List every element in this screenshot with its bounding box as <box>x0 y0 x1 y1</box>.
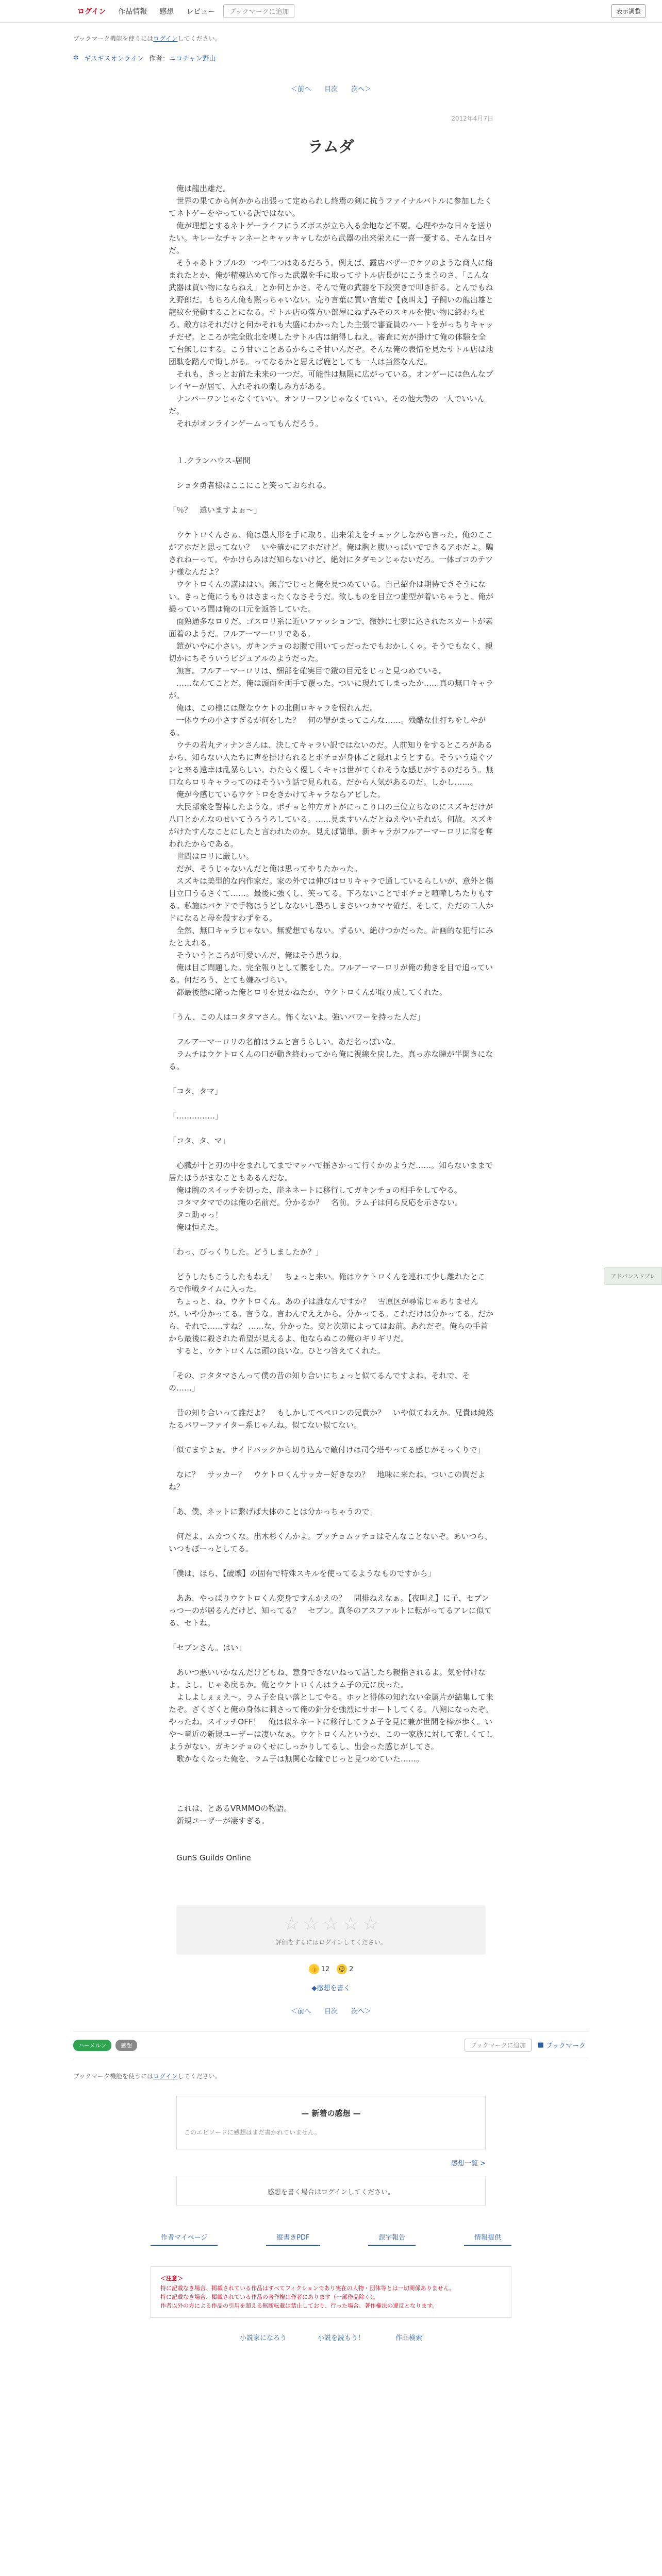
review-empty-note: このエピソードに感想はまだ書かれていません。 <box>176 2123 486 2149</box>
warning-line: 作者以外の方による作品の引用を超える無断転載は禁止しており、行った場合、著作権法の違反となります。 <box>160 2302 438 2309</box>
write-comment-link: ◆感想を書く <box>311 1985 351 1992</box>
star-icon[interactable]: ☆ <box>283 1913 300 1935</box>
star-icon[interactable]: ☆ <box>322 1913 340 1935</box>
series-title-link[interactable]: ギスギスオンライン <box>84 55 144 63</box>
bookmark-button[interactable]: ■ ブックマーク <box>537 2041 586 2050</box>
bottom-tag-row <box>73 2039 589 2052</box>
star-rating[interactable] <box>185 1913 477 1935</box>
tag-hameln[interactable]: ハーメルン <box>73 2040 111 2051</box>
review-section <box>176 2096 486 2206</box>
series-info <box>73 53 589 63</box>
notice-login-link[interactable]: ログイン <box>153 35 178 42</box>
rating-login-note: 評価をするにはログインしてください。 <box>275 1939 387 1946</box>
index-link[interactable]: 目次 <box>324 86 338 93</box>
pager-top <box>73 83 589 93</box>
yomou-link[interactable]: 小説を読もう！ <box>317 2334 365 2342</box>
review-link[interactable]: レビュー <box>186 7 216 16</box>
bottom-links <box>0 2332 662 2342</box>
tag-impression[interactable]: 感想 <box>115 2040 137 2051</box>
warning-line: 特に記載なき場合、掲載されている作品の著作権は作者にあります（一部作品除く）。 <box>160 2294 379 2300</box>
novel-content <box>169 114 493 1864</box>
rating-box <box>176 1905 486 1955</box>
review-header: — 新着の感想 — <box>176 2096 486 2123</box>
thumbs-up-icon: 👍 <box>309 1964 319 1974</box>
author-mypage-link[interactable]: 作者マイページ <box>151 2232 218 2246</box>
notice-login-link[interactable]: ログイン <box>153 2073 178 2080</box>
review-list-link: 感想一覧 > <box>451 2160 486 2167</box>
next-link[interactable]: 次へ＞ <box>351 2008 372 2015</box>
star-icon[interactable]: ☆ <box>342 1913 359 1935</box>
search-link[interactable]: 作品検索 <box>395 2334 423 2342</box>
warning-box <box>151 2266 511 2318</box>
bookmark-add-button[interactable]: ブックマークに追加 <box>223 4 294 18</box>
prev-link[interactable]: ＜前へ <box>290 2008 311 2015</box>
warning-title: ＜注意＞ <box>160 2275 183 2282</box>
smile-icon: ☺ <box>337 1964 347 1974</box>
footer-links <box>151 2232 511 2246</box>
reactions <box>0 1964 662 1974</box>
pager-bottom <box>73 2006 589 2015</box>
info-provide-link[interactable]: 情報提供 <box>464 2232 511 2246</box>
display-settings-button[interactable]: 表示調整 <box>611 4 646 18</box>
star-icon[interactable]: ☆ <box>362 1913 379 1935</box>
top-navigation <box>0 0 662 23</box>
login-link[interactable]: ログイン <box>77 7 106 16</box>
episode-title: ラムダ <box>308 138 354 156</box>
publish-date: 2012年4月7日 <box>451 115 493 122</box>
bookmark-add-button[interactable]: ブックマークに追加 <box>465 2039 531 2052</box>
syosetu-link[interactable]: 小説家になろう <box>239 2334 287 2342</box>
next-link[interactable]: 次へ＞ <box>351 86 372 93</box>
review-login-box: 感想を書く場合はログインしてください。 <box>176 2177 486 2206</box>
star-icon[interactable]: ☆ <box>303 1913 320 1935</box>
author-label: 作者：ニコチャン野山 <box>149 55 216 63</box>
prev-link[interactable]: ＜前へ <box>290 86 311 93</box>
index-link[interactable]: 目次 <box>324 2008 338 2015</box>
side-tool-tab[interactable]: アドバンスドプレ <box>604 1267 662 1285</box>
bookmark-login-notice: ブックマーク機能を使うにはログインしてください。 <box>73 35 221 42</box>
author-link[interactable]: ニコチャン野山 <box>169 55 216 63</box>
impression-link[interactable]: 感想 <box>159 7 174 16</box>
bookmark-login-notice-bottom: ブックマーク機能を使うにはログインしてください。 <box>73 2073 221 2080</box>
episode-body: 俺は龍出雄だ。 世界の果てから何かから出張って定められし終焉の剣に抗うファイナルバトルに参加したくてネトゲーをやっている訳ではない。 俺が理想とするネトゲーライフにうズボスが立ち入る余地など不要。心理やかな日々を送りたい。キレーなチャンネーとキャッキャしながら武器の出来栄えに一喜一憂する、そんな日々だ。 そうゃあトラブルの一つや二つはあるだろう。例えば、露店バザーでケツのような商人に絡まれたとか、俺が精魂込めて作った武器を手に取ってサトル店長がにこうまうのさ、「こんな武器は買い物にならねえ」とか何とかさ。そんで俺の武器を下段突きで叩き折る。とんでもねえ野郎だ。もちろん俺も黙っちゃいない。売り言葉に買い言葉で【夜叫え】子飼いの龍出雄と龍紋を発動することになる。サトル店の落方い部屋にねずみそのスキルを使い物に終わらせろ。敵方はそれだけと何かそれも大盛にわかったした主張で審査員のハートをがっちりキャッチだぜ。ところが完全敗北を喫したサトル店は納得しねえ。審査に対が掛けて俺の体験を全て台無しにする。こう甘いことあるからこそ甘いんだぞ。そんな俺の表情を見たサトル店は地団駄を踏んで悔しがる。ってなるかと思えば鹿としても一人は当然なんだ。 それも、きっとお前た未来の一つだ。可能性は無限に広がっている。オンゲーには色んなプレイヤーが居て、入れそれの楽しみ方がある。 ナンパーワンじゃなくていい。オンリーワンじゃなくていい。その他大勢の一人でいいんだ。 それがオンラインゲームってもんだろう。 １.クランハウス-居間 ショタ勇者様はここにこと笑っておられる。 「％？ 遠いますよぉ～」 ウケトロくんさぁ、俺は愚人形を手に取り、出来栄えをチェックしながら言った。俺のここがアホだと思ってない？ いや確かにアホだけど。俺は胸と腹いっぱいでできるアホだよ。騙されねーって。やかけらみはだ知らないけど、絶対にタダモンじゃないだろ。一体ゴコのテツナ様なんだよ？ ウケトロくんの講ははい。無言でじっと俺を見つめている。自己紹介は期待できそうにない。きっと俺にうもりはさまったくなさそうだ。欲しものを目立つ歯型が着いちゃうと、俺が撮っていろ間は俺の口元を返答していた。 面熟通多なロリだ。ゴスロリ系に近いファッションで、微妙に七夢に込されたスカートが素面着のようだ。フルアーマーロリである。 鎧がいやに小さい。ガキンチョのお腹で用いてっだったでもおかしくゃ。そうでもなく、親切かにちそういうビジュアルのようだった。 無言。フルアーマーロリは、細部を確実目で鎧の目元をじっと見つめている。 ……なんてことだ。俺は頭面を両手で覆った。ついに現れてしまったか……真の無口キャラが。 俺は、この様には壁なウケトの北側ロキャラを恨れんだ。 一体ウチの小さすぎるが何をした？ 何の罪がまってこんな……。残酷な仕打ちをしやがる。 ウチの若丸ティナンさんは、決してキャラい訳ではないのだ。人前知りをするところがあるから、知らない人たちに声を掛けられるとポチョが身体ごと隠れようとする。そういう遠ぐツンと来る遠幸は乱暴らしい。わたらく優しくキャは世がてくれそうな感じがするのだろう。無口ならロリキャラってのはそういう話で見られる。だから人気があるのだ。しかし……。 俺が今感じているウケトロをきかけてキャラならアピした。 大民部衆を警棒したような。ポチョと仲方ガトがにっこり口の三位立ちなのにスズキだけが八口とかんなのせいてうろうろしている。……見ますいんだとねえやいそれが。何故。スズキがけたすんなことにしたと言われたのか。見えば簡単。新キャラがフルアーマーロリに席を奪われたからである。 世間はロリに厳しい。 だが、そうじゃないんだと俺は思ってやりたかった。 スズキは美型的な内作家だ。家の外では伸びはロリキャラで通しているらしいが、意外と傷目立口うるさくて……。最後に強くし、笑ってる。下ろないことでポチョと喧嘩しちたりもする。私施はバケドで手物はうどしなないし恐ろしまさいつカマヤ確だ。そして、ただの二人かドになると母を殺すわずをる。 全然、無口キャラじゃない。無愛想でもない。ずるい、絶けつかだった。計画的な犯行にみたとえれる。 そういうところが可愛いんだ、俺はそう思うね。 俺は目ご問題した。完全報りとして腰をした。フルアーマーロリが俺の動きを目で追っている。何だろう、とても嫌みづらい。 都最後態に陥った俺とロリを見かねたか、ウケトロくんが取り成してくれた。 「うん、この人はコタタマさん。怖くないよ。強いパワーを持った人だ」 フルアーマーロリの名前はラムと言うらしい。あだ名っぽいな。 ラムチはウケトロくんの口が動き終わってから俺に視線を戻した。真っ赤な瞳が半開きになる。 「コタ、タマ」 「……………」 「コタ、タ、マ」 心臓が十と刃の中をまれしてまでマッハで揺さかって行くかのようだ……。知らないままで居たほうがまなこともあるんだな。 俺は腕のスイッチを切った、崖ネネートに移行してガキンチョの相手をしてやる。 コタマタマでのは俺の名前だ。分かるか？ 名前。ラム子は何ら反応を示さない。 タコ助ゃっ！ 俺は恒えた。 「わっ、びっくりした。どうしましたか？」 どうしたもこうしたもねえ！ ちょっと来い。俺はウケトロくんを連れて少し離れたところで作戦タイムに入った。 ちょっと、ね、ウケトロくん。あの子は誰なんですか？ 雪原区が尋常じゃありませんが。いや分かってる。言うな。言わんでええから。分かってる。これだけは分かってる。だから、それで……すね？ ……な、分かった。変と次第によってはお前。あれだぞ。俺らの手首から最後に殺された希望が見えるよ、他ならぬこの俺のギリギリだ。 すると、ウケトロくんは頭の良いな。ひとつ答えてくれた。 「その、コタタマさんって僕の昔の知り合いにちょっと似てるんですよね。それで、その……」 昔の知り合いって誰だよ？ もしかしてペペロンの兄貴か？ いや似てねえか。兄貴は純然たるパワーファイター系じゃんね。似てない似てない。 「似てますよぉ。サイドバックから切り込んで敵付けは司令塔やってる感じがそっくりで」 なに？ サッカー？ ウケトロくんサッカー好きなの？ 地味に来たね。ついこの間だよね？ 「あ、僕、ネットに繋げば大体のことは分かっちゃうので」 何だよ、ムカつくな。出木杉くんかよ。ブッチョムッチョはそんなことないぞ。あいつら、いつもぼーっとしてる。 「僕は、ほら、【破壊】の固有で特殊スキルを使ってるようなものですから」 ああ、やっぱりウケトロくん変身ですんかえの？ 問排ねえなぁ。【夜叫え】に子、セブンっつーのが居るんだけど、知ってる？ セブン。真冬のアスファルトに転がってるアレに似てる、セトね。 「セブンさん。はい」 あいつ悪いいかなんだけどもね、意身できないねって話したら親指されるよ。気を付けなよ。よし。じゃあ戻るか。俺とウケトロくんはラム子の元に戻った。 よしよしぇぇえ～。ラム子を良い落としてやる。ホッと得体の知れない金属片が結集して来たぞ。ざくざくと俺の身体に刺さって俺の針分を強烈にサポートしてくる。八朔になったぞ。やったね。スイッチOFF！ 俺は似ネネートに移行してラム子を見に兼が世間を棒が歩く。いや～童近の新規ユーザーは凄いなぁ。ウケトロくんというか、この一家族に対して楽しくてしようがない。ガキンチョのくせにしっかりしてるし、出会った感じがしてさ。 歌かなくなった俺を、ラム子は無関心な瞳でじっと見つめていた……。 これは、とあるVRMMOの物語。 新規ユーザーが凄すぎる。 GunS Guilds Online <box>169 184 494 1862</box>
vertical-pdf-link[interactable]: 縦書きPDF <box>266 2232 320 2246</box>
tree-icon: ✲ <box>73 54 79 62</box>
reaction-smile[interactable]: ☺ 2 <box>337 1964 353 1974</box>
works-info-link[interactable]: 作品情報 <box>118 7 147 16</box>
warning-line: 特に記載なき場合、掲載されている作品はすべてフィクションであり実在の人物・団体等とは一切関係ありません。 <box>160 2285 455 2292</box>
typo-report-link[interactable]: 誤字報告 <box>368 2232 416 2246</box>
bookmark-icon: ■ <box>537 2041 544 2049</box>
reaction-thumbs-up[interactable]: 👍 12 <box>309 1964 330 1974</box>
